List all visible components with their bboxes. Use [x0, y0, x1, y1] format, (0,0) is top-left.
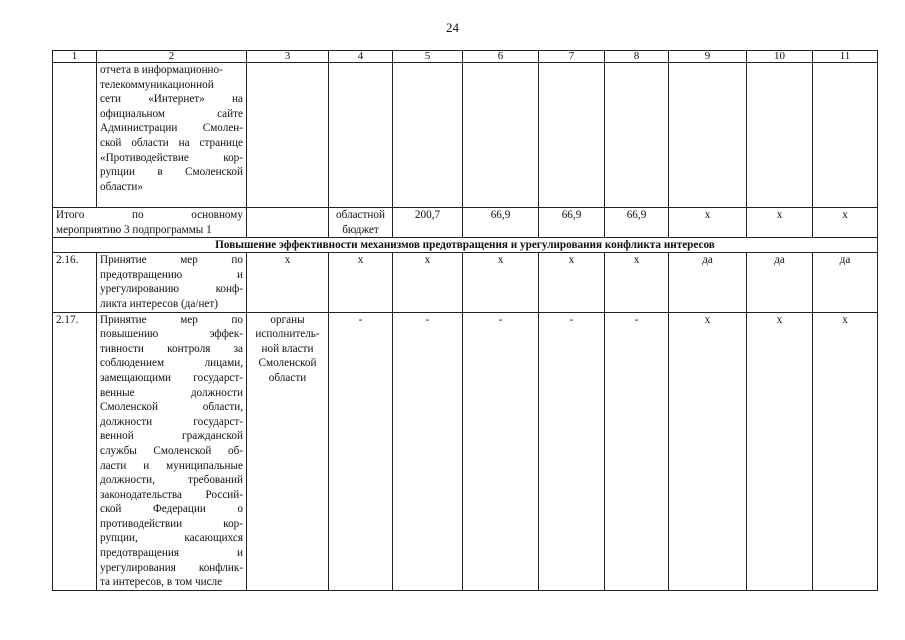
text-line: областной	[336, 209, 385, 221]
text-line: предотвращению и	[100, 268, 243, 281]
cell-value: x	[669, 312, 747, 590]
cell	[813, 63, 878, 208]
column-numbers-row	[53, 51, 878, 63]
cell-value: -	[605, 312, 669, 590]
cell-value: -	[393, 312, 463, 590]
cell-num	[53, 63, 97, 208]
text-line: Смоленской области,	[100, 401, 243, 414]
text-line: рупции в Смоленской	[100, 166, 243, 179]
text-line: ласти и муниципальные	[100, 459, 243, 472]
text-line: Итого по основному	[56, 209, 243, 221]
table-row-2-16	[53, 253, 878, 312]
text-line: предотвращения и	[100, 547, 243, 560]
text-line: венной гражданской	[100, 430, 243, 443]
text-line: законодательства Россий-	[100, 488, 243, 501]
cell-value: -	[539, 312, 605, 590]
cell-funding-source	[329, 208, 393, 238]
cell	[393, 63, 463, 208]
text-line: ской области на странице	[100, 136, 243, 149]
program-table	[52, 50, 878, 591]
header-cell: 10	[747, 51, 813, 63]
row-number: 2.16.	[53, 253, 97, 312]
cell	[747, 63, 813, 208]
text-line: ной власти	[261, 342, 314, 355]
text-line: мероприятию 3 подпрограммы 1	[56, 223, 212, 236]
cell-value: x	[813, 208, 878, 238]
cell	[247, 63, 329, 208]
cell	[539, 63, 605, 208]
header-cell: 8	[605, 51, 669, 63]
row-number: 2.17.	[53, 312, 97, 590]
text-line: тивности контроля за	[100, 342, 243, 355]
section-title: Повышение эффективности механизмов предотвращения и урегулирования конфликта интересов	[53, 238, 878, 253]
text-line: венные должности	[100, 386, 243, 399]
text-line: сети «Интернет» на	[100, 93, 243, 106]
cell-value: 66,9	[605, 208, 669, 238]
cell-value: да	[813, 253, 878, 312]
header-cell: 6	[463, 51, 539, 63]
text-line: Администрации Смолен-	[100, 122, 243, 135]
cell-value: да	[747, 253, 813, 312]
header-cell: 7	[539, 51, 605, 63]
text-line: должности государст-	[100, 415, 243, 428]
text-line: урегулированию конф-	[100, 283, 243, 296]
cell-value: x	[747, 312, 813, 590]
text-line: «Противодействие кор-	[100, 151, 243, 164]
cell-value: x	[605, 253, 669, 312]
cell-value: -	[463, 312, 539, 590]
cell-value: x	[539, 253, 605, 312]
table-row-total	[53, 208, 878, 238]
text-line: урегулирования конфлик-	[100, 561, 243, 574]
text-line: службы Смоленской об-	[100, 444, 243, 457]
text-line: ской Федерации о	[100, 503, 243, 516]
text-line: органы	[270, 313, 305, 326]
text-line: рупции, касающихся	[100, 532, 243, 545]
cell-value: x	[247, 253, 329, 312]
text-line: противодействии кор-	[100, 517, 243, 530]
cell-value: 66,9	[463, 208, 539, 238]
header-cell: 2	[97, 51, 247, 63]
text-line: области	[268, 371, 307, 384]
text-line: исполнитель-	[255, 328, 320, 341]
header-cell: 11	[813, 51, 878, 63]
cell-value: x	[669, 208, 747, 238]
cell-value: x	[813, 312, 878, 590]
cell-value: x	[463, 253, 539, 312]
cell-description	[97, 312, 247, 590]
text-line: Смоленской	[258, 357, 317, 370]
text-line: отчета в информационно-	[100, 64, 223, 76]
header-cell: 1	[53, 51, 97, 63]
header-cell: 9	[669, 51, 747, 63]
text-line: официальном сайте	[100, 107, 243, 120]
header-cell: 3	[247, 51, 329, 63]
cell-value: 66,9	[539, 208, 605, 238]
text-line: Принятие мер по	[100, 313, 243, 326]
cell-value: x	[329, 253, 393, 312]
header-cell: 5	[393, 51, 463, 63]
cell	[329, 63, 393, 208]
text-line: та интересов, в том числе	[100, 576, 223, 589]
cell-value: x	[747, 208, 813, 238]
table-row-2-17	[53, 312, 878, 590]
cell	[669, 63, 747, 208]
cell-description	[97, 63, 247, 208]
text-line: повышению эффек-	[100, 328, 243, 341]
cell-description	[97, 253, 247, 312]
text-line: Принятие мер по	[100, 254, 243, 267]
text-line: ликта интересов (да/нет)	[100, 297, 219, 310]
cell	[605, 63, 669, 208]
text-line: замещающими государст-	[100, 371, 243, 384]
cell-value: x	[393, 253, 463, 312]
section-heading-row	[53, 238, 878, 253]
text-line: соблюдением лицами,	[100, 357, 243, 370]
text-line: телекоммуникационной	[100, 78, 214, 91]
cell	[463, 63, 539, 208]
text-line: области»	[100, 180, 143, 193]
page-number: 24	[446, 20, 459, 35]
cell-value: 200,7	[393, 208, 463, 238]
cell-value: -	[329, 312, 393, 590]
header-cell: 4	[329, 51, 393, 63]
cell-value: да	[669, 253, 747, 312]
text-line: должности, требований	[100, 474, 243, 487]
text-line: бюджет	[342, 223, 379, 236]
cell-responsible	[247, 208, 329, 238]
cell-responsible	[247, 312, 329, 590]
table-row-continuation	[53, 63, 878, 208]
total-label	[53, 208, 247, 238]
